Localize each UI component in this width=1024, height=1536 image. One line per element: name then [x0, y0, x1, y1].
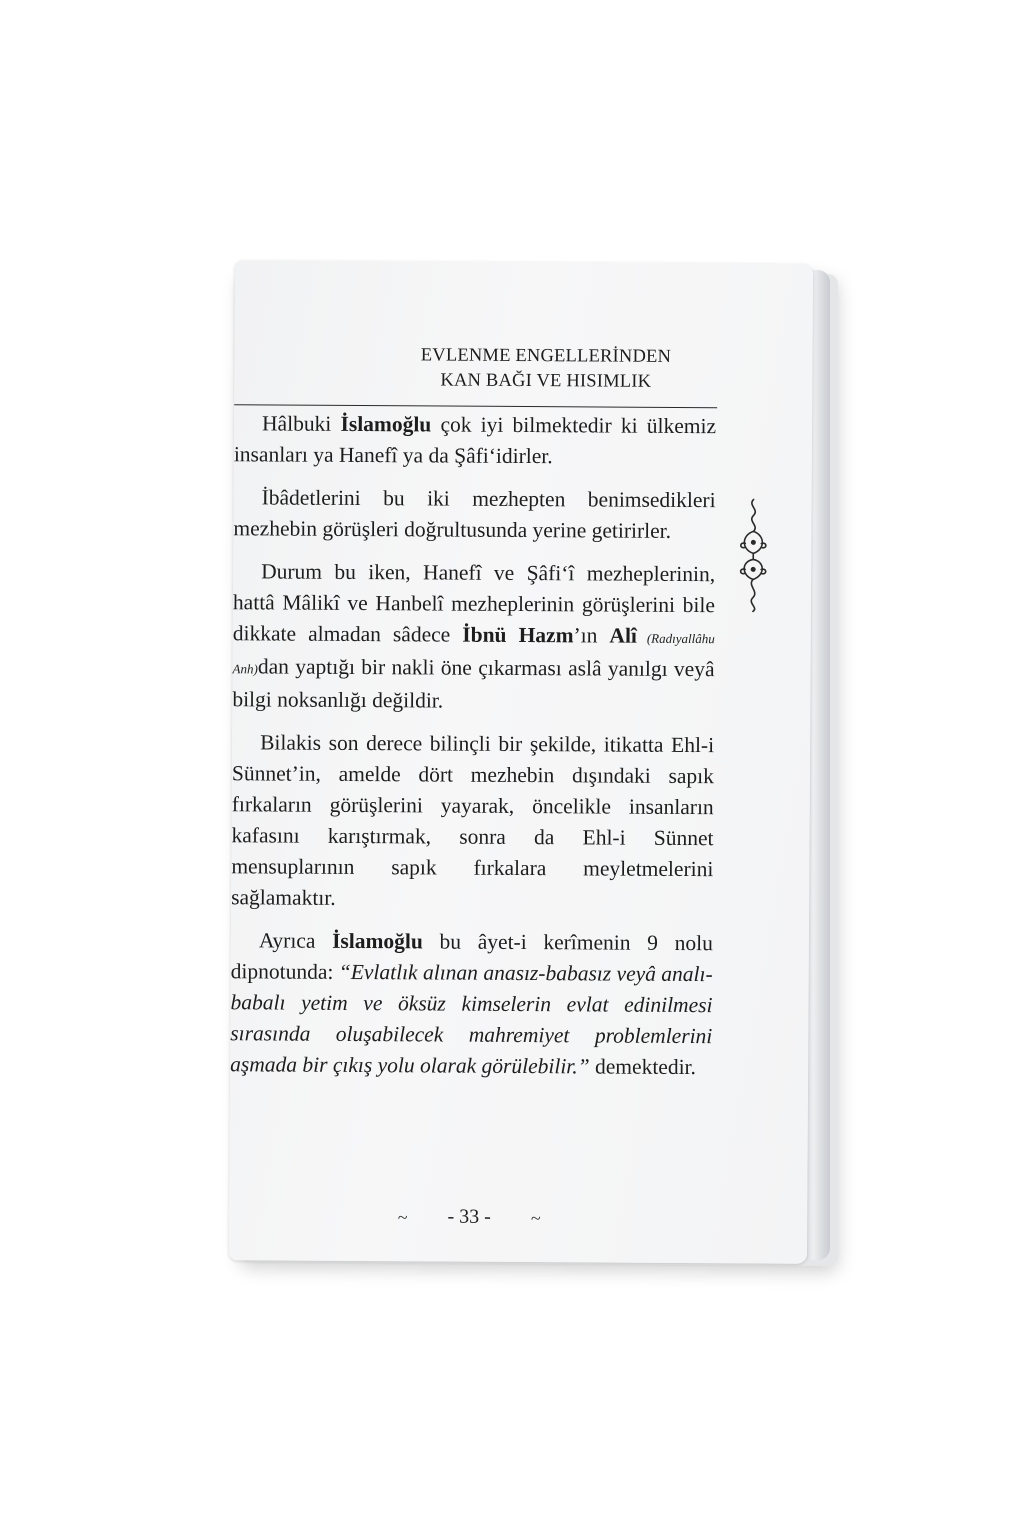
header-rule [234, 404, 717, 408]
paragraph-5 [230, 925, 713, 1083]
bold-name: İslamoğlu [340, 411, 432, 437]
text-span: çok iyi bilmektedir ki ülkemiz insanları ya Hanefî ya da Şâfi‘idirler. [233, 412, 717, 469]
header-line-1: EVLENME ENGELLERİNDEN [420, 345, 672, 367]
right-swirl-icon: ~ [530, 1207, 541, 1229]
floral-ornament-icon [735, 495, 772, 615]
running-header [234, 342, 812, 396]
page-number: - 33 - [447, 1205, 491, 1228]
bold-name: İslamoğlu [332, 928, 423, 954]
text-span: ’ın [573, 623, 610, 648]
bold-name: İbnü Hazm [462, 622, 574, 648]
page-body [230, 408, 716, 1095]
text-span: İbâdetlerini bu iki mezhepten benimsedikleri mezhebin görüşleri doğrultusunda yerine getirirler. [233, 485, 716, 543]
text-span: dan yaptığı bir nakli öne çıkarması aslâ yanılgı veyâ bilgi noksanlığı değildir. [232, 654, 715, 713]
text-span: Bilakis son derece bilinçli bir şekilde, itikatta Ehl-i Sünnet’in, amelde dört mezhebin dışındaki sapık fırkaların görüşlerini yayarak, öncelikle insanların kafasını karıştırmak, sonra da Ehl-i Sünnet mensuplarının sapık fırkalara meyletmelerini sağlamaktır. [231, 730, 715, 910]
text-span: Ayrıca [258, 928, 333, 953]
left-swirl-icon: ~ [397, 1207, 408, 1228]
paragraph-1 [234, 408, 716, 473]
bold-name: Alî [609, 623, 638, 648]
paragraph-2 [233, 482, 715, 547]
text-span: Hâlbuki [261, 411, 341, 436]
honorific: (Radıyallâhu Anh) [232, 630, 715, 677]
text-span: bu âyet-i kerîmenin 9 nolu dipnotunda: [230, 929, 713, 984]
paragraph-4 [231, 727, 714, 916]
text-span: Durum bu iken, Hanefî ve Şâfi‘î mezheplerinin, hattâ Mâlikî ve Hanbelî mezheplerinin görüşlerini bile dikkate almadan sâdece [232, 559, 716, 647]
quotation: “Evlatlık alınan anasız-babasız veyâ analı-babalı yetim ve öksüz kimselerin evlat edinilmesi sırasında oluşabilecek mahremiyet problemlerini aşmada bir çıkış yolu olarak görülebilir.” [230, 959, 713, 1079]
page-footer [229, 1204, 709, 1230]
paragraph-3 [232, 556, 715, 718]
text-span: demektedir. [589, 1054, 697, 1080]
header-line-2: KAN BAĞI VE HISIMLIK [440, 370, 652, 392]
book-page [229, 260, 813, 1264]
